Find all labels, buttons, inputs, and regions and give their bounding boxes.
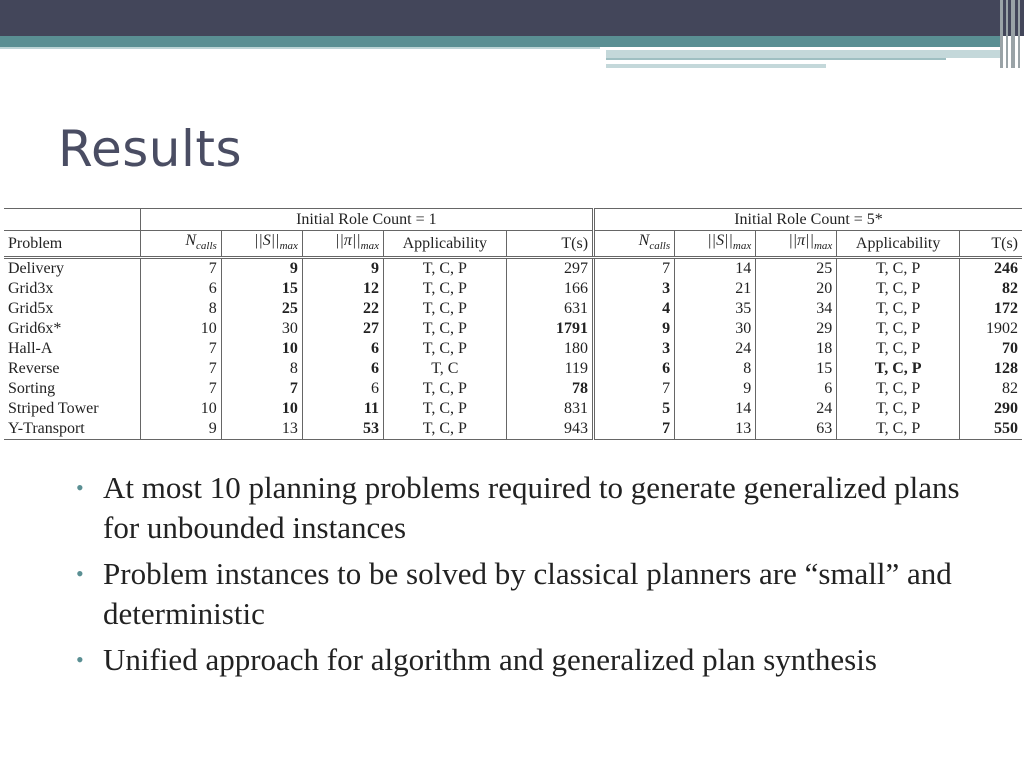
col-s-max: $||S||_{max}$ <box>221 231 302 258</box>
cell-applicability: T, C, P <box>837 339 960 359</box>
header-accent-strip <box>606 64 826 68</box>
cell-problem: Delivery <box>4 258 140 280</box>
cell-applicability: T, C, P <box>383 299 506 319</box>
cell-s-max: 9 <box>221 258 302 280</box>
list-item: • Problem instances to be solved by classical planners are “small” and deterministic <box>76 556 952 631</box>
bullet-dot-icon: • <box>76 475 84 500</box>
bullet-list <box>76 468 976 686</box>
cell-s-max: 10 <box>221 399 302 419</box>
col-ncalls: $N_{calls}$ <box>594 231 675 258</box>
cell-applicability: T, C <box>383 359 506 379</box>
table-row <box>4 359 1022 379</box>
cell-ncalls: 4 <box>594 299 675 319</box>
cell-pi-max: 27 <box>302 319 383 339</box>
cell-s-max: 13 <box>221 419 302 440</box>
cell-applicability: T, C, P <box>837 359 960 379</box>
cell-applicability: T, C, P <box>837 258 960 280</box>
col-pi-max: $||\pi||_{max}$ <box>302 231 383 258</box>
cell-time: 246 <box>994 260 1018 278</box>
cell-applicability: T, C, P <box>383 419 506 440</box>
cell-ncalls: 7 <box>594 258 675 280</box>
cell-ncalls: 8 <box>140 299 221 319</box>
cell-problem: Grid6x* <box>4 319 140 339</box>
cell-s-max: 24 <box>675 339 756 359</box>
cell-applicability: T, C, P <box>383 279 506 299</box>
header-band <box>0 0 1024 36</box>
cell-time: 550 <box>959 419 1022 440</box>
cell-time: 290 <box>994 400 1018 418</box>
col-s-max: $||S||_{max}$ <box>675 231 756 258</box>
header-accent-bar <box>0 36 1000 47</box>
cell-applicability: T, C, P <box>837 379 960 399</box>
cell-pi-max: 24 <box>756 399 837 419</box>
cell-applicability: T, C, P <box>837 399 960 419</box>
cell-applicability: T, C, P <box>383 379 506 399</box>
cell-s-max: 25 <box>221 299 302 319</box>
header-accent-strip <box>606 50 1000 58</box>
cell-time: 180 <box>564 340 589 358</box>
cell-s-max: 8 <box>675 359 756 379</box>
cell-time: 119 <box>564 360 589 378</box>
cell-s-max: 13 <box>675 419 756 440</box>
cell-pi-max: 25 <box>756 258 837 280</box>
cell-ncalls: 6 <box>594 359 675 379</box>
cell-applicability: T, C, P <box>383 258 506 280</box>
cell-ncalls: 9 <box>140 419 221 440</box>
cell-s-max: 14 <box>675 399 756 419</box>
cell-problem: Sorting <box>4 379 140 399</box>
cell-problem: Y-Transport <box>4 419 140 440</box>
cell-applicability: T, C, P <box>837 319 960 339</box>
table-row <box>4 399 1022 419</box>
table-row <box>4 339 1022 359</box>
cell-ncalls: 7 <box>140 258 221 280</box>
cell-pi-max: 15 <box>756 359 837 379</box>
cell-s-max: 35 <box>675 299 756 319</box>
header-accent-line <box>0 47 600 49</box>
cell-s-max: 9 <box>675 379 756 399</box>
bullet-dot-icon: • <box>76 561 84 586</box>
table-row <box>4 419 1022 440</box>
cell-ncalls: 5 <box>594 399 675 419</box>
cell-time: 78 <box>572 380 589 398</box>
cell-pi-max: 53 <box>302 419 383 440</box>
cell-problem: Striped Tower <box>4 399 140 419</box>
cell-time: 166 <box>564 280 589 298</box>
cell-s-max: 14 <box>675 258 756 280</box>
cell-time: 172 <box>994 300 1018 318</box>
cell-applicability: T, C, P <box>837 299 960 319</box>
cell-time: 82 <box>1002 280 1018 298</box>
cell-pi-max: 6 <box>302 379 383 399</box>
header-accent-strip <box>606 58 946 60</box>
cell-s-max: 30 <box>675 319 756 339</box>
slide-title: Results <box>58 120 243 178</box>
cell-pi-max: 6 <box>756 379 837 399</box>
cell-applicability: T, C, P <box>383 319 506 339</box>
table-row <box>4 299 1022 319</box>
cell-time: 943 <box>506 419 593 440</box>
cell-pi-max: 18 <box>756 339 837 359</box>
cell-pi-max: 20 <box>756 279 837 299</box>
cell-problem: Reverse <box>4 359 140 379</box>
col-time: T(s) <box>506 231 593 258</box>
table-group-header <box>4 209 1022 231</box>
cell-time: 831 <box>564 400 589 418</box>
table-row <box>4 319 1022 339</box>
header-vertical-lines <box>998 0 1024 68</box>
cell-time: 631 <box>564 300 589 318</box>
cell-pi-max: 34 <box>756 299 837 319</box>
col-problem: Problem <box>4 231 140 258</box>
group-label-right: Initial Role Count = 5* <box>594 209 1022 231</box>
cell-ncalls: 3 <box>594 279 675 299</box>
cell-ncalls: 6 <box>140 279 221 299</box>
cell-pi-max: 6 <box>302 339 383 359</box>
cell-ncalls: 7 <box>594 379 675 399</box>
cell-time: 82 <box>1002 380 1018 398</box>
cell-ncalls: 7 <box>140 379 221 399</box>
table-row <box>4 258 1022 280</box>
cell-ncalls: 7 <box>594 419 675 440</box>
cell-pi-max: 11 <box>302 399 383 419</box>
cell-problem: Grid5x <box>4 299 140 319</box>
cell-s-max: 7 <box>221 379 302 399</box>
cell-ncalls: 7 <box>140 359 221 379</box>
results-table <box>4 208 1022 440</box>
cell-applicability: T, C, P <box>837 279 960 299</box>
cell-ncalls: 10 <box>140 319 221 339</box>
col-time: T(s) <box>959 231 1022 258</box>
cell-time: 1902 <box>986 320 1018 338</box>
cell-s-max: 8 <box>221 359 302 379</box>
table-row <box>4 379 1022 399</box>
list-item: • At most 10 planning problems required to generate generalized plans for unbounded instances <box>76 470 960 545</box>
col-ncalls: $N_{calls}$ <box>140 231 221 258</box>
cell-ncalls: 3 <box>594 339 675 359</box>
col-applicability: Applicability <box>837 231 960 258</box>
cell-s-max: 15 <box>221 279 302 299</box>
col-applicability: Applicability <box>383 231 506 258</box>
col-pi-max: $||\pi||_{max}$ <box>756 231 837 258</box>
table-row <box>4 279 1022 299</box>
cell-pi-max: 12 <box>302 279 383 299</box>
cell-time: 297 <box>564 260 589 278</box>
cell-ncalls: 10 <box>140 399 221 419</box>
table-column-header <box>4 231 1022 258</box>
cell-pi-max: 29 <box>756 319 837 339</box>
cell-s-max: 30 <box>221 319 302 339</box>
cell-problem: Grid3x <box>4 279 140 299</box>
cell-pi-max: 63 <box>756 419 837 440</box>
group-label-left: Initial Role Count = 1 <box>140 209 593 231</box>
cell-applicability: T, C, P <box>383 399 506 419</box>
cell-time: 128 <box>994 360 1018 378</box>
cell-ncalls: 9 <box>594 319 675 339</box>
cell-pi-max: 9 <box>302 258 383 280</box>
cell-time: 1791 <box>556 320 589 338</box>
cell-ncalls: 7 <box>140 339 221 359</box>
cell-time: 70 <box>1002 340 1018 358</box>
cell-s-max: 10 <box>221 339 302 359</box>
cell-pi-max: 22 <box>302 299 383 319</box>
cell-s-max: 21 <box>675 279 756 299</box>
cell-applicability: T, C, P <box>837 419 960 440</box>
bullet-dot-icon: • <box>76 647 84 672</box>
cell-applicability: T, C, P <box>383 339 506 359</box>
cell-pi-max: 6 <box>302 359 383 379</box>
cell-problem: Hall-A <box>4 339 140 359</box>
list-item: • Unified approach for algorithm and generalized plan synthesis <box>76 640 976 680</box>
